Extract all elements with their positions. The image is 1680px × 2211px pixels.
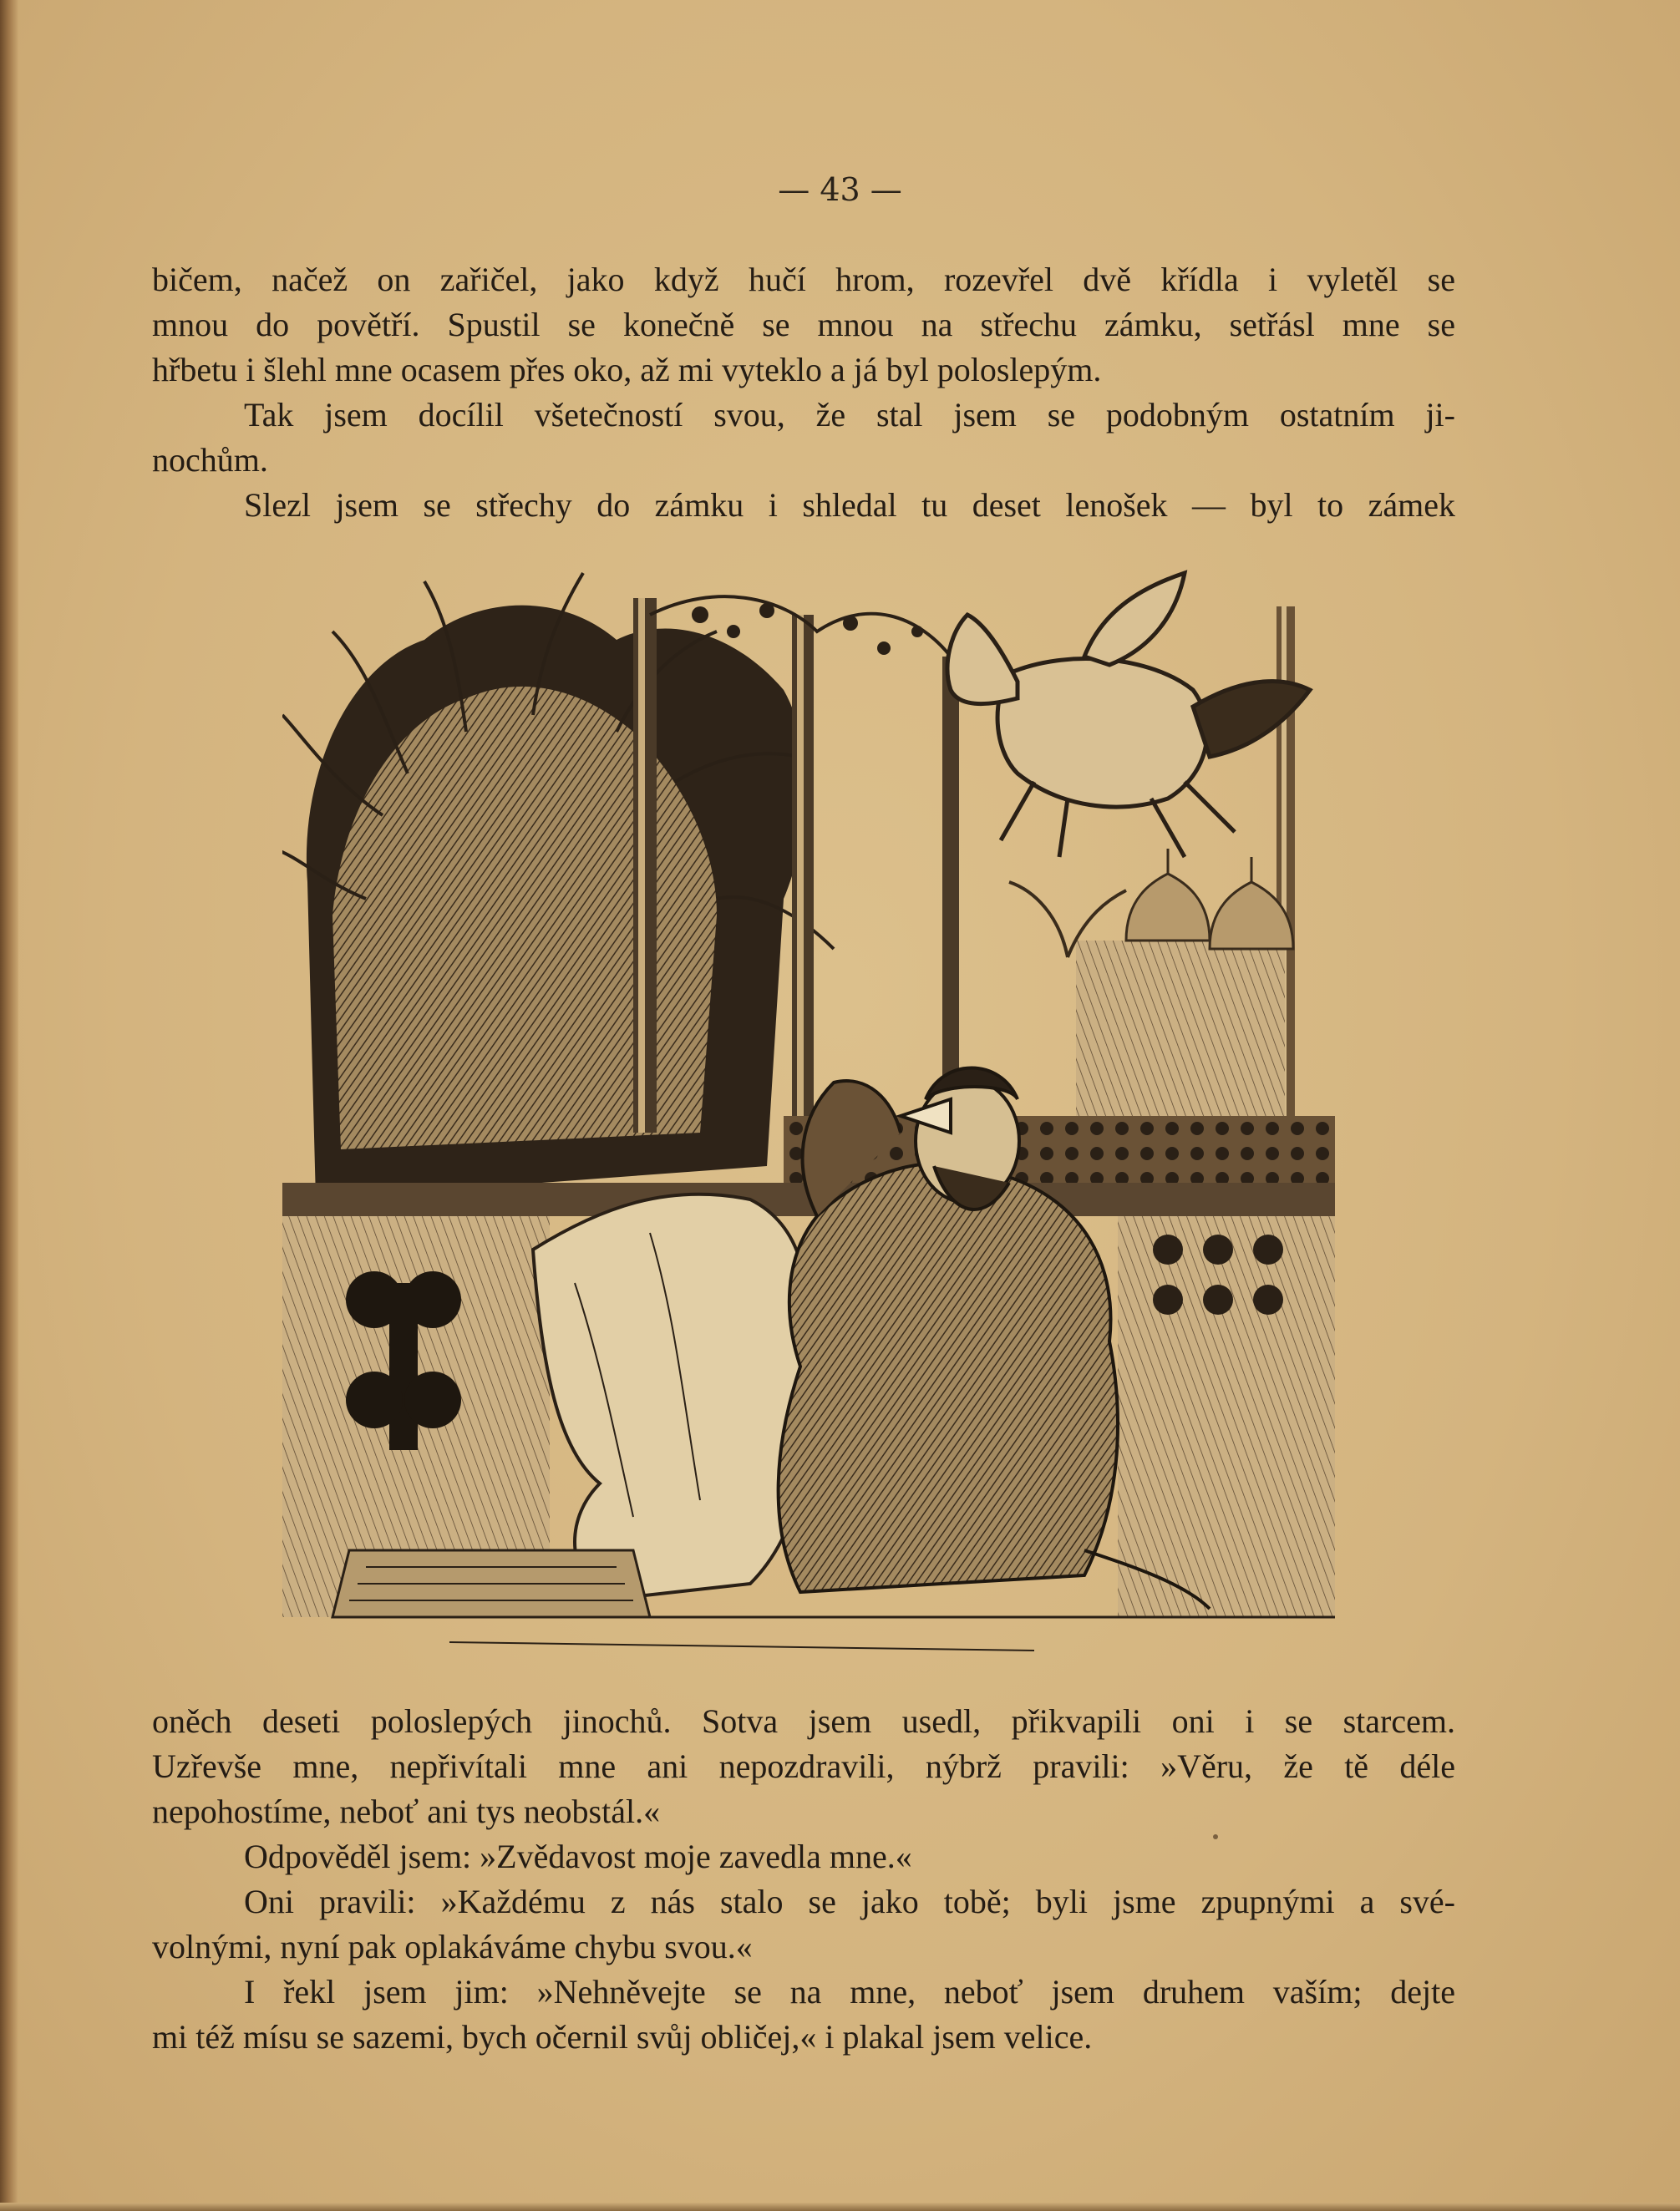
text-line: nochům.	[152, 441, 268, 479]
foliage	[282, 573, 834, 1199]
text-line: Oni pravili: »Každému z nás stalo se jako tobě; byli jsme zpupnými a své-	[244, 1883, 1455, 1920]
palace-domes	[1009, 849, 1293, 1124]
text-line: Slezl jsem se střechy do zámku i shledal tu deset lenošek — byl to zámek	[244, 486, 1455, 524]
bottom-text-block	[152, 1699, 1455, 2060]
page-number: — 43 —	[778, 171, 902, 208]
text-line: nepohostíme, neboť ani tys neobstál.«	[152, 1793, 661, 1830]
text-line: mi též mísu se sazemi, bych očernil svůj obličej,« i plakal jsem velice.	[152, 2018, 1093, 2056]
text-line: Tak jsem docílil všetečností svou, že stal jsem se podobným ostatním ji-	[244, 396, 1455, 434]
winged-horse	[947, 573, 1310, 857]
text-line: bičem, načež on zařičel, jako když hučí hrom, rozevřel dvě křídla i vyletěl se	[152, 261, 1455, 298]
paper-speck	[1213, 1834, 1218, 1839]
text-line: I řekl jsem jim: »Nehněvejte se na mne, neboť jsem druhem vaším; dejte	[244, 1973, 1455, 2011]
text-line: volnými, nyní pak oplakáváme chybu svou.«	[152, 1928, 753, 1965]
page-bottom-edge	[0, 2203, 1680, 2211]
top-text-block	[152, 257, 1455, 528]
book-spine	[0, 0, 18, 2211]
text-line: Odpověděl jsem: »Zvědavost moje zavedla mne.«	[244, 1838, 912, 1875]
engraving-illustration	[282, 565, 1335, 1664]
text-line: oněch deseti poloslepých jinochů. Sotva jsem usedl, přikvapili oni i se starcem.	[152, 1702, 1455, 1740]
text-line: hřbetu i šlehl mne ocasem přes oko, až mi vyteklo a já byl poloslepým.	[152, 351, 1102, 388]
text-line: mnou do povětří. Spustil se konečně se mnou na střechu zámku, setřásl mne se	[152, 306, 1455, 343]
text-line: Uzřevše mne, nepřivítali mne ani nepozdravili, nýbrž pravili: »Věru, že tě déle	[152, 1747, 1455, 1785]
illustration-svg	[282, 565, 1335, 1664]
reclining-figure	[533, 1194, 807, 1600]
